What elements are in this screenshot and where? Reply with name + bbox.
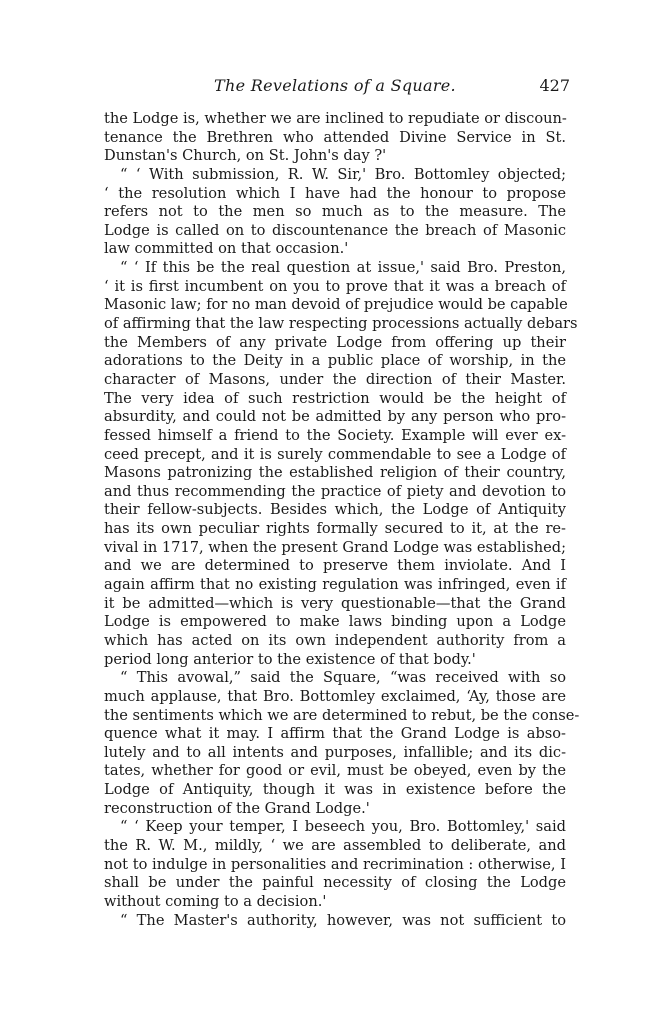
- text-line: the Lodge is, whether we are inclined to repudiate or discoun-: [104, 110, 567, 127]
- text-line: “ ‘ If this be the real question at issue,' said Bro. Preston,: [120, 259, 566, 277]
- text-line: their fellow-subjects. Besides which, the Lodge of Antiquity: [104, 501, 566, 519]
- page-number: 427: [539, 76, 570, 95]
- text-line: of affirming that the law respecting processions actually debars: [104, 315, 578, 333]
- text-line: “ The Master's authority, however, was not sufficient to: [120, 911, 566, 929]
- text-line: character of Masons, under the direction of their Master.: [104, 370, 566, 388]
- text-line: Masons patronizing the established religion of their country,: [104, 464, 566, 482]
- running-title: The Revelations of a Square.: [214, 76, 456, 95]
- text-line: tates, whether for good or evil, must be obeyed, even by the: [104, 762, 566, 780]
- text-line: refers not to the men so much as to the measure. The: [104, 203, 566, 221]
- text-line: has its own peculiar rights formally secured to it, at the re-: [104, 520, 566, 538]
- text-line: shall be under the painful necessity of closing the Lodge: [104, 874, 566, 892]
- text-line: and thus recommending the practice of piety and devotion to: [104, 482, 566, 500]
- text-line: Lodge is empowered to make laws binding upon a Lodge: [104, 613, 566, 631]
- text-line: Lodge is called on to discountenance the breach of Masonic: [104, 221, 566, 239]
- text-line: ‘ it is first incumbent on you to prove that it was a breach of: [104, 277, 566, 295]
- text-line: it be admitted—which is very questionable—that the Grand: [104, 594, 566, 612]
- text-line: reconstruction of the Grand Lodge.': [104, 799, 370, 817]
- text-line: the Members of any private Lodge from offering up their: [104, 333, 566, 351]
- body-text: [104, 110, 580, 930]
- text-line: Lodge of Antiquity, though it was in existence before the: [104, 781, 566, 799]
- text-line: vival in 1717, when the present Grand Lodge was established;: [104, 538, 566, 556]
- text-line: tenance the Brethren who attended Divine Service in St.: [104, 128, 566, 146]
- text-line: “ This avowal,” said the Square, “was received with so: [120, 669, 566, 687]
- text-line: which has acted on its own independent authority from a: [104, 631, 566, 649]
- text-line: absurdity, and could not be admitted by any person who pro-: [104, 408, 566, 426]
- text-line: “ ‘ Keep your temper, I beseech you, Bro. Bottomley,' said: [120, 818, 566, 836]
- text-line: quence what it may. I affirm that the Grand Lodge is abso-: [104, 725, 566, 743]
- running-head: [100, 76, 570, 100]
- text-line: the sentiments which we are determined to rebut, be the conse-: [104, 706, 580, 724]
- text-line: and we are determined to preserve them inviolate. And I: [104, 557, 566, 575]
- text-line: ceed precept, and it is surely commendable to see a Lodge of: [104, 445, 566, 463]
- text-line: not to indulge in personalities and recrimination : otherwise, I: [104, 855, 566, 873]
- text-line: fessed himself a friend to the Society. Example will ever ex-: [104, 426, 566, 444]
- text-line: the R. W. M., mildly, ‘ we are assembled to deliberate, and: [104, 836, 566, 854]
- text-line: Masonic law; for no man devoid of prejudice would be capable: [104, 296, 568, 314]
- text-line: again affirm that no existing regulation was infringed, even if: [104, 576, 566, 594]
- text-line: ‘ the resolution which I have had the honour to propose: [104, 184, 566, 202]
- text-line: period long anterior to the existence of that body.': [104, 650, 476, 668]
- text-line: “ ‘ With submission, R. W. Sir,' Bro. Bottomley objected;: [120, 165, 566, 183]
- text-line: without coming to a decision.': [104, 892, 327, 910]
- text-line: law committed on that occasion.': [104, 240, 349, 258]
- text-line: much applause, that Bro. Bottomley exclaimed, ‘Ay, those are: [104, 687, 566, 705]
- text-line: The very idea of such restriction would be the height of: [104, 389, 566, 407]
- text-line: lutely and to all intents and purposes, infallible; and its dic-: [104, 743, 566, 761]
- text-line: adorations to the Deity in a public place of worship, in the: [104, 352, 566, 370]
- text-line: Dunstan's Church, on St. John's day ?': [104, 147, 387, 165]
